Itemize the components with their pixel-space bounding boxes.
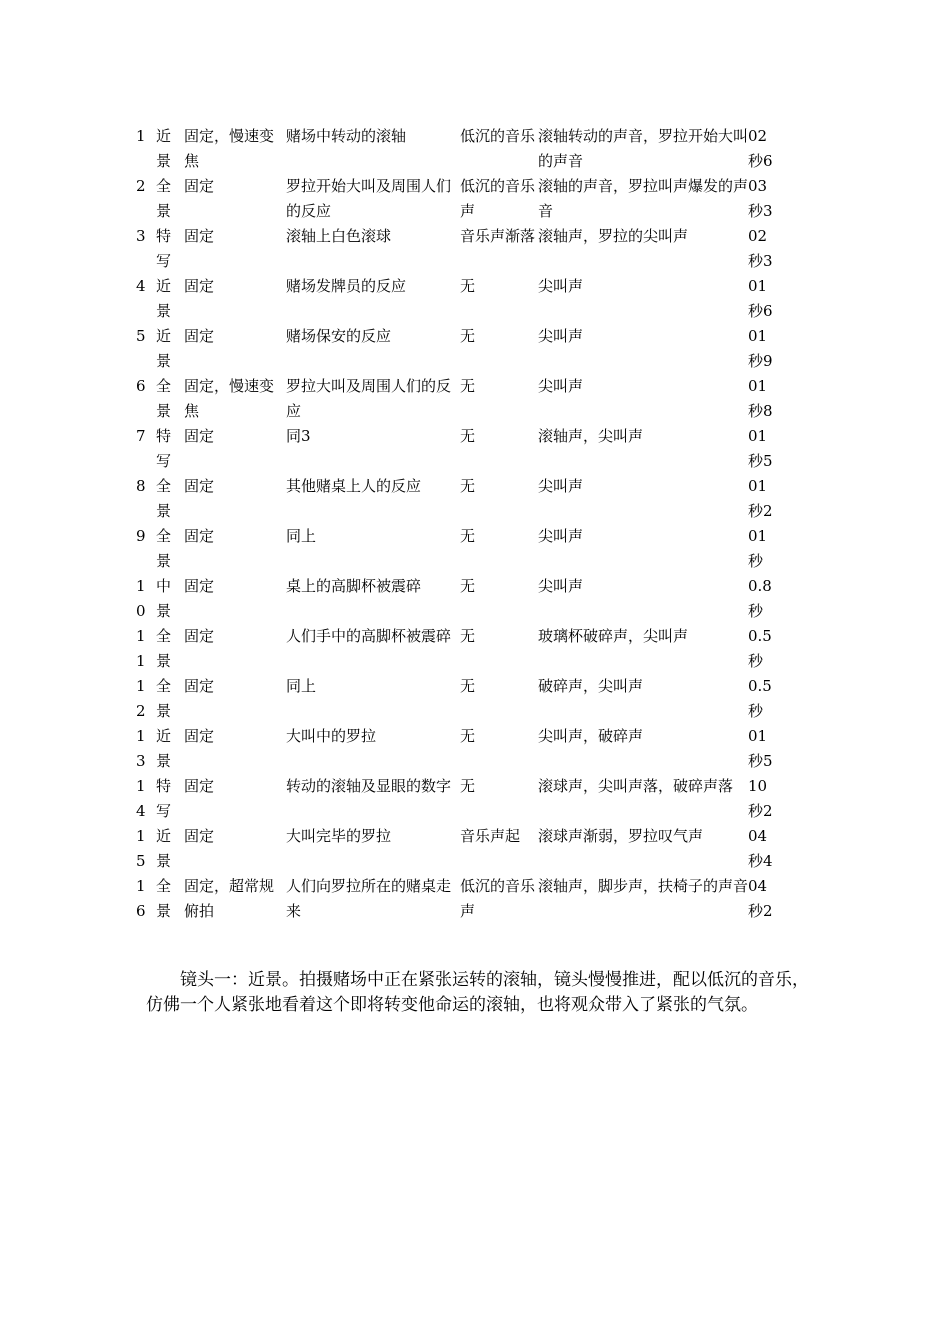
shot-size-cell: [156, 474, 184, 524]
shot-number-cell: [132, 624, 156, 674]
shot-size-cell: [156, 424, 184, 474]
shot-number-cell: [132, 424, 156, 474]
shot-number-cell: [132, 324, 156, 374]
shot-size-text: 全景: [156, 677, 172, 720]
camera-movement-cell: 固定: [184, 177, 215, 195]
duration-text: 04秒2: [748, 877, 773, 920]
shot-size-text: 特写: [156, 427, 172, 470]
shot-size-cell: [156, 174, 184, 224]
music-cell: 无: [460, 327, 476, 345]
music-cell: 无: [460, 277, 476, 295]
shot-size-cell: [156, 274, 184, 324]
shot-number-cell: [132, 374, 156, 424]
duration-text: 01秒9: [748, 327, 773, 370]
duration-cell: [748, 574, 788, 624]
shot-size-text: 近景: [156, 277, 172, 320]
duration-text: 01秒6: [748, 277, 773, 320]
duration-cell: [748, 374, 788, 424]
picture-content-cell: 桌上的高脚杯被震碎: [286, 577, 422, 595]
picture-content-cell: 人们向罗拉所在的赌桌走来: [286, 877, 452, 920]
shot-number-cell: [132, 674, 156, 724]
table-row: [132, 374, 788, 424]
shot-description-paragraph: 镜头一：近景。拍摄赌场中正在紧张运转的滚轴，镜头慢慢推进，配以低沉的音乐，仿佛一个人紧张地看着这个即将转变他命运的滚轴，也将观众带入了紧张的气氛。: [146, 970, 809, 1015]
shot-size-cell: [156, 374, 184, 424]
shot-number-text: 8: [136, 477, 146, 495]
camera-movement-cell: 固定: [184, 677, 215, 695]
table-row: [132, 424, 788, 474]
sound-effect-cell: 滚轴声，脚步声，扶椅子的声音: [538, 877, 748, 895]
shot-number-text: 15: [136, 827, 146, 870]
camera-movement-cell: 固定: [184, 277, 215, 295]
camera-movement-cell: 固定: [184, 427, 215, 445]
shot-size-cell: [156, 874, 184, 924]
table-row: [132, 224, 788, 274]
shot-number-text: 9: [136, 527, 146, 545]
shot-number-text: 14: [136, 777, 146, 820]
shot-size-cell: [156, 674, 184, 724]
sound-effect-cell: 尖叫声，破碎声: [538, 727, 644, 745]
music-cell: 低沉的音乐: [460, 127, 536, 145]
duration-text: 04秒4: [748, 827, 773, 870]
sound-effect-cell: 尖叫声: [538, 327, 584, 345]
camera-movement-cell: 固定: [184, 727, 215, 745]
shot-size-text: 近景: [156, 327, 172, 370]
music-cell: 低沉的音乐声: [460, 177, 536, 220]
sound-effect-cell: 尖叫声: [538, 477, 584, 495]
duration-cell: [748, 274, 788, 324]
duration-text: 02秒3: [748, 227, 773, 270]
music-cell: 音乐声渐落: [460, 227, 536, 245]
duration-cell: [748, 624, 788, 674]
shot-size-cell: [156, 724, 184, 774]
shot-size-cell: [156, 124, 184, 174]
picture-content-cell: 罗拉开始大叫及周围人们的反应: [286, 177, 452, 220]
duration-cell: [748, 174, 788, 224]
shot-size-text: 全景: [156, 527, 172, 570]
camera-movement-cell: 固定: [184, 627, 215, 645]
duration-cell: [748, 674, 788, 724]
shot-number-text: 7: [136, 427, 146, 445]
picture-content-cell: 同上: [286, 527, 317, 545]
duration-cell: [748, 224, 788, 274]
shot-number-text: 1: [136, 127, 146, 145]
duration-text: 01秒8: [748, 377, 773, 420]
picture-content-cell: 罗拉大叫及周围人们的反应: [286, 377, 452, 420]
table-row: [132, 474, 788, 524]
shot-size-text: 全景: [156, 477, 172, 520]
table-row: [132, 674, 788, 724]
music-cell: 无: [460, 477, 476, 495]
shot-number-cell: [132, 874, 156, 924]
sound-effect-cell: 尖叫声: [538, 377, 584, 395]
shot-number-text: 5: [136, 327, 146, 345]
duration-cell: [748, 524, 788, 574]
duration-cell: [748, 124, 788, 174]
sound-effect-cell: 滚球声渐弱，罗拉叹气声: [538, 827, 704, 845]
duration-cell: [748, 874, 788, 924]
shot-size-text: 全景: [156, 877, 172, 920]
duration-text: 03秒3: [748, 177, 773, 220]
camera-movement-cell: 固定，超常规俯拍: [184, 877, 275, 920]
picture-content-cell: 转动的滚轴及显眼的数字: [286, 777, 452, 795]
table-row: [132, 574, 788, 624]
shot-size-cell: [156, 224, 184, 274]
shot-number-text: 16: [136, 877, 146, 920]
music-cell: 无: [460, 527, 476, 545]
music-cell: 无: [460, 427, 476, 445]
shot-size-cell: [156, 774, 184, 824]
shot-number-cell: [132, 574, 156, 624]
duration-cell: [748, 324, 788, 374]
shot-size-text: 全景: [156, 627, 172, 670]
shot-number-text: 2: [136, 177, 146, 195]
picture-content-cell: 人们手中的高脚杯被震碎: [286, 627, 452, 645]
shot-size-text: 特写: [156, 227, 172, 270]
table-row: [132, 274, 788, 324]
shot-size-cell: [156, 624, 184, 674]
music-cell: 无: [460, 777, 476, 795]
duration-text: 02秒6: [748, 127, 773, 170]
music-cell: 无: [460, 577, 476, 595]
camera-movement-cell: 固定: [184, 577, 215, 595]
duration-text: 01秒5: [748, 727, 773, 770]
picture-content-cell: 赌场发牌员的反应: [286, 277, 407, 295]
picture-content-cell: 大叫完毕的罗拉: [286, 827, 392, 845]
sound-effect-cell: 滚轴声，尖叫声: [538, 427, 644, 445]
picture-content-cell: 赌场中转动的滚轴: [286, 127, 407, 145]
shot-size-text: 近景: [156, 127, 172, 170]
duration-cell: [748, 774, 788, 824]
shot-size-cell: [156, 324, 184, 374]
sound-effect-cell: 滚轴转动的声音，罗拉开始大叫的声音: [538, 127, 748, 170]
music-cell: 音乐声起: [460, 827, 521, 845]
camera-movement-cell: 固定: [184, 327, 215, 345]
duration-cell: [748, 474, 788, 524]
sound-effect-cell: 尖叫声: [538, 527, 584, 545]
table-row: [132, 624, 788, 674]
shot-number-text: 3: [136, 227, 146, 245]
picture-content-cell: 同上: [286, 677, 317, 695]
shot-number-text: 6: [136, 377, 146, 395]
sound-effect-cell: 破碎声，尖叫声: [538, 677, 644, 695]
sound-effect-cell: 尖叫声: [538, 577, 584, 595]
picture-content-cell: 其他赌桌上人的反应: [286, 477, 422, 495]
table-row: [132, 824, 788, 874]
shot-number-cell: [132, 174, 156, 224]
sound-effect-cell: 尖叫声: [538, 277, 584, 295]
shot-size-cell: [156, 574, 184, 624]
music-cell: 无: [460, 677, 476, 695]
music-cell: 无: [460, 727, 476, 745]
shot-number-cell: [132, 774, 156, 824]
camera-movement-cell: 固定: [184, 827, 215, 845]
duration-cell: [748, 724, 788, 774]
table-row: [132, 724, 788, 774]
shot-number-text: 4: [136, 277, 146, 295]
camera-movement-cell: 固定: [184, 777, 215, 795]
table-row: [132, 324, 788, 374]
duration-cell: [748, 424, 788, 474]
picture-content-cell: 赌场保安的反应: [286, 327, 392, 345]
table-row: [132, 524, 788, 574]
shot-number-text: 11: [136, 627, 146, 670]
camera-movement-cell: 固定: [184, 227, 215, 245]
duration-text: 01秒: [748, 527, 768, 570]
shot-size-text: 全景: [156, 377, 172, 420]
duration-text: 0.8秒: [748, 577, 772, 620]
shot-number-text: 12: [136, 677, 146, 720]
sound-effect-cell: 滚球声，尖叫声落，破碎声落: [538, 777, 734, 795]
picture-content-cell: 大叫中的罗拉: [286, 727, 377, 745]
shot-number-cell: [132, 274, 156, 324]
shot-number-cell: [132, 474, 156, 524]
duration-text: 01秒2: [748, 477, 773, 520]
shot-number-text: 13: [136, 727, 146, 770]
music-cell: 低沉的音乐声: [460, 877, 536, 920]
camera-movement-cell: 固定: [184, 477, 215, 495]
shot-number-cell: [132, 224, 156, 274]
sound-effect-cell: 滚轴的声音，罗拉叫声爆发的声音: [538, 177, 748, 220]
picture-content-cell: 同3: [286, 427, 311, 445]
sound-effect-cell: 滚轴声，罗拉的尖叫声: [538, 227, 689, 245]
shot-list-table: [132, 124, 788, 924]
shot-size-text: 中景: [156, 577, 172, 620]
camera-movement-cell: 固定: [184, 527, 215, 545]
shot-size-text: 特写: [156, 777, 172, 820]
table-row: [132, 174, 788, 224]
shot-number-cell: [132, 824, 156, 874]
shot-size-cell: [156, 524, 184, 574]
table-row: [132, 874, 788, 924]
shot-number-cell: [132, 524, 156, 574]
duration-text: 10秒2: [748, 777, 773, 820]
duration-text: 0.5秒: [748, 677, 772, 720]
shot-size-cell: [156, 824, 184, 874]
duration-text: 0.5秒: [748, 627, 772, 670]
music-cell: 无: [460, 627, 476, 645]
shot-number-cell: [132, 724, 156, 774]
shot-size-text: 近景: [156, 727, 172, 770]
duration-text: 01秒5: [748, 427, 773, 470]
shot-number-cell: [132, 124, 156, 174]
table-row: [132, 774, 788, 824]
camera-movement-cell: 固定，慢速变焦: [184, 377, 275, 420]
shot-list-body: [132, 124, 788, 924]
table-row: [132, 124, 788, 174]
music-cell: 无: [460, 377, 476, 395]
shot-size-text: 全景: [156, 177, 172, 220]
shot-size-text: 近景: [156, 827, 172, 870]
picture-content-cell: 滚轴上白色滚球: [286, 227, 392, 245]
duration-cell: [748, 824, 788, 874]
camera-movement-cell: 固定，慢速变焦: [184, 127, 275, 170]
sound-effect-cell: 玻璃杯破碎声，尖叫声: [538, 627, 689, 645]
shot-number-text: 10: [136, 577, 146, 620]
